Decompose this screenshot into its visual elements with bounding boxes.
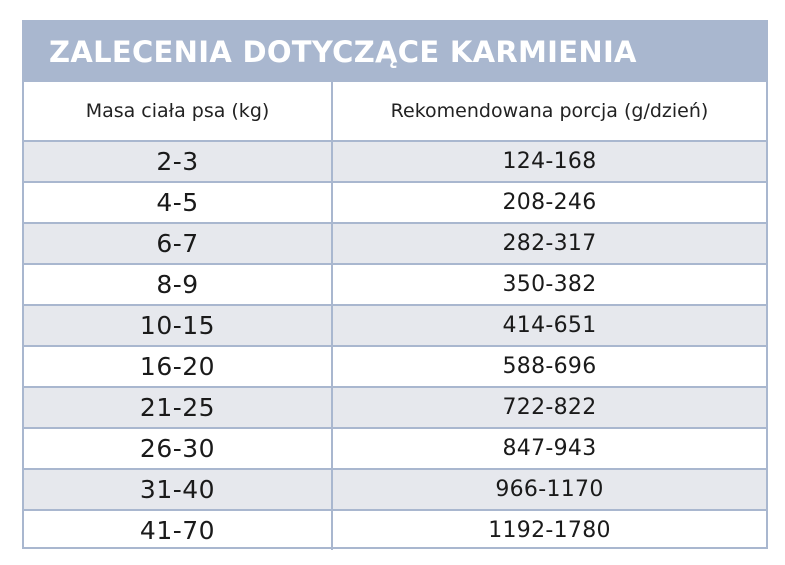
cell-mass: 10-15 — [24, 305, 332, 346]
cell-mass: 31-40 — [24, 469, 332, 510]
feeding-recommendations-card — [22, 20, 768, 549]
table-row — [24, 346, 766, 387]
title-bar — [24, 22, 766, 82]
cell-portion: 124-168 — [332, 141, 766, 182]
cell-mass: 41-70 — [24, 510, 332, 550]
cell-portion: 966-1170 — [332, 469, 766, 510]
cell-mass: 16-20 — [24, 346, 332, 387]
table-row — [24, 223, 766, 264]
cell-mass: 6-7 — [24, 223, 332, 264]
cell-portion: 282-317 — [332, 223, 766, 264]
table-row — [24, 469, 766, 510]
page-title: ZALECENIA DOTYCZĄCE KARMIENIA — [49, 35, 637, 69]
cell-portion: 847-943 — [332, 428, 766, 469]
table-row — [24, 305, 766, 346]
feeding-table — [24, 82, 766, 550]
table-row — [24, 182, 766, 223]
table-row — [24, 428, 766, 469]
cell-mass: 21-25 — [24, 387, 332, 428]
table-row — [24, 141, 766, 182]
cell-mass: 4-5 — [24, 182, 332, 223]
table-header — [24, 82, 766, 141]
cell-mass: 26-30 — [24, 428, 332, 469]
cell-mass: 2-3 — [24, 141, 332, 182]
column-header-body-mass: Masa ciała psa (kg) — [24, 82, 332, 141]
cell-portion: 722-822 — [332, 387, 766, 428]
table-row — [24, 387, 766, 428]
header-row — [24, 82, 766, 141]
cell-portion: 414-651 — [332, 305, 766, 346]
table-row — [24, 264, 766, 305]
table-body — [24, 141, 766, 550]
cell-portion: 1192-1780 — [332, 510, 766, 550]
cell-portion: 588-696 — [332, 346, 766, 387]
cell-portion: 208-246 — [332, 182, 766, 223]
cell-portion: 350-382 — [332, 264, 766, 305]
cell-mass: 8-9 — [24, 264, 332, 305]
column-header-recommended-portion: Rekomendowana porcja (g/dzień) — [332, 82, 766, 141]
table-row — [24, 510, 766, 550]
